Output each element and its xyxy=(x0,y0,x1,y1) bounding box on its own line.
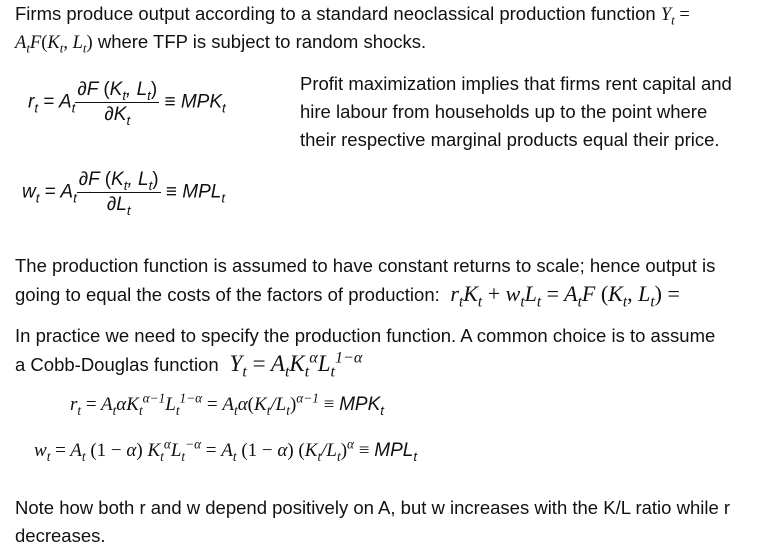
wage-fraction: $\frac{\partial F (K_t, L_t)}{\partial L_t}$ xyxy=(78,169,159,218)
cobb-text-2: a Cobb-Douglas function xyxy=(15,354,219,375)
note-line-1: Note how both r and w depend positively on A, but w increases with the K/L ratio while r xyxy=(15,497,731,518)
note-line-2: decreases. xyxy=(15,525,106,546)
intro-line-2 xyxy=(15,28,426,57)
profit-note-line-1: Profit maximization implies that firms rent capital and xyxy=(300,73,732,94)
wage-cobb-douglas: $w_t = A_t$ (1 − α) $K_t^\alpha L_t^{-\alpha} = A_t$ (1 − α) $(K_t/L_t)^\alpha \equiv MPL_t$ xyxy=(34,436,418,464)
intro-line-1 xyxy=(15,0,690,29)
crs-line-2 xyxy=(15,280,680,309)
cobb-line-1: In practice we need to specify the production function. A common choice is to assume xyxy=(15,325,716,346)
crs-identity-formula: $r_tK_t + w_tL_t = A_tF$ ($K_t$, $L_t$) = xyxy=(444,281,680,311)
rental-rate-cobb-douglas: $r_t = A_t\alpha K_t^{\alpha-1}L_t^{1-\alpha} = A_t\alpha(K_t/L_t)^{\alpha-1} \equiv MPK_t$ xyxy=(70,390,384,418)
intro-text-a: Firms produce output according to a standard neoclassical production function xyxy=(15,3,661,24)
production-function-formula: $A_tF(K_t$, $L_t$) xyxy=(15,33,93,56)
output-symbol: $Y_t$ = xyxy=(660,5,690,28)
rental-rate-equation: $r_t = A_t$ $\frac{\partial F (K_t, L_t)}{\partial K_t}$ ≡ $MPK_t$ xyxy=(28,79,226,128)
cobb-line-2 xyxy=(15,350,362,379)
profit-note-line-2: hire labour from households up to the point where xyxy=(300,101,708,122)
crs-text-2: going to equal the costs of the factors of production: xyxy=(15,284,440,305)
wage-equation: $w_t = A_t$ $\frac{\partial F (K_t, L_t)}{\partial L_t}$ ≡ $MPL_t$ xyxy=(22,169,226,218)
rental-rate-fraction: $\frac{\partial F (K_t, L_t)}{\partial K_t}$ xyxy=(77,79,158,128)
profit-note-line-3: their respective marginal products equal their price. xyxy=(300,129,720,150)
intro-text-b: where TFP is subject to random shocks. xyxy=(92,31,427,52)
cobb-douglas-formula: $Y_t = A_tK_t^\alpha L_t^{1-\alpha}$ xyxy=(223,349,363,381)
crs-line-1: The production function is assumed to have constant returns to scale; hence output is xyxy=(15,255,716,276)
